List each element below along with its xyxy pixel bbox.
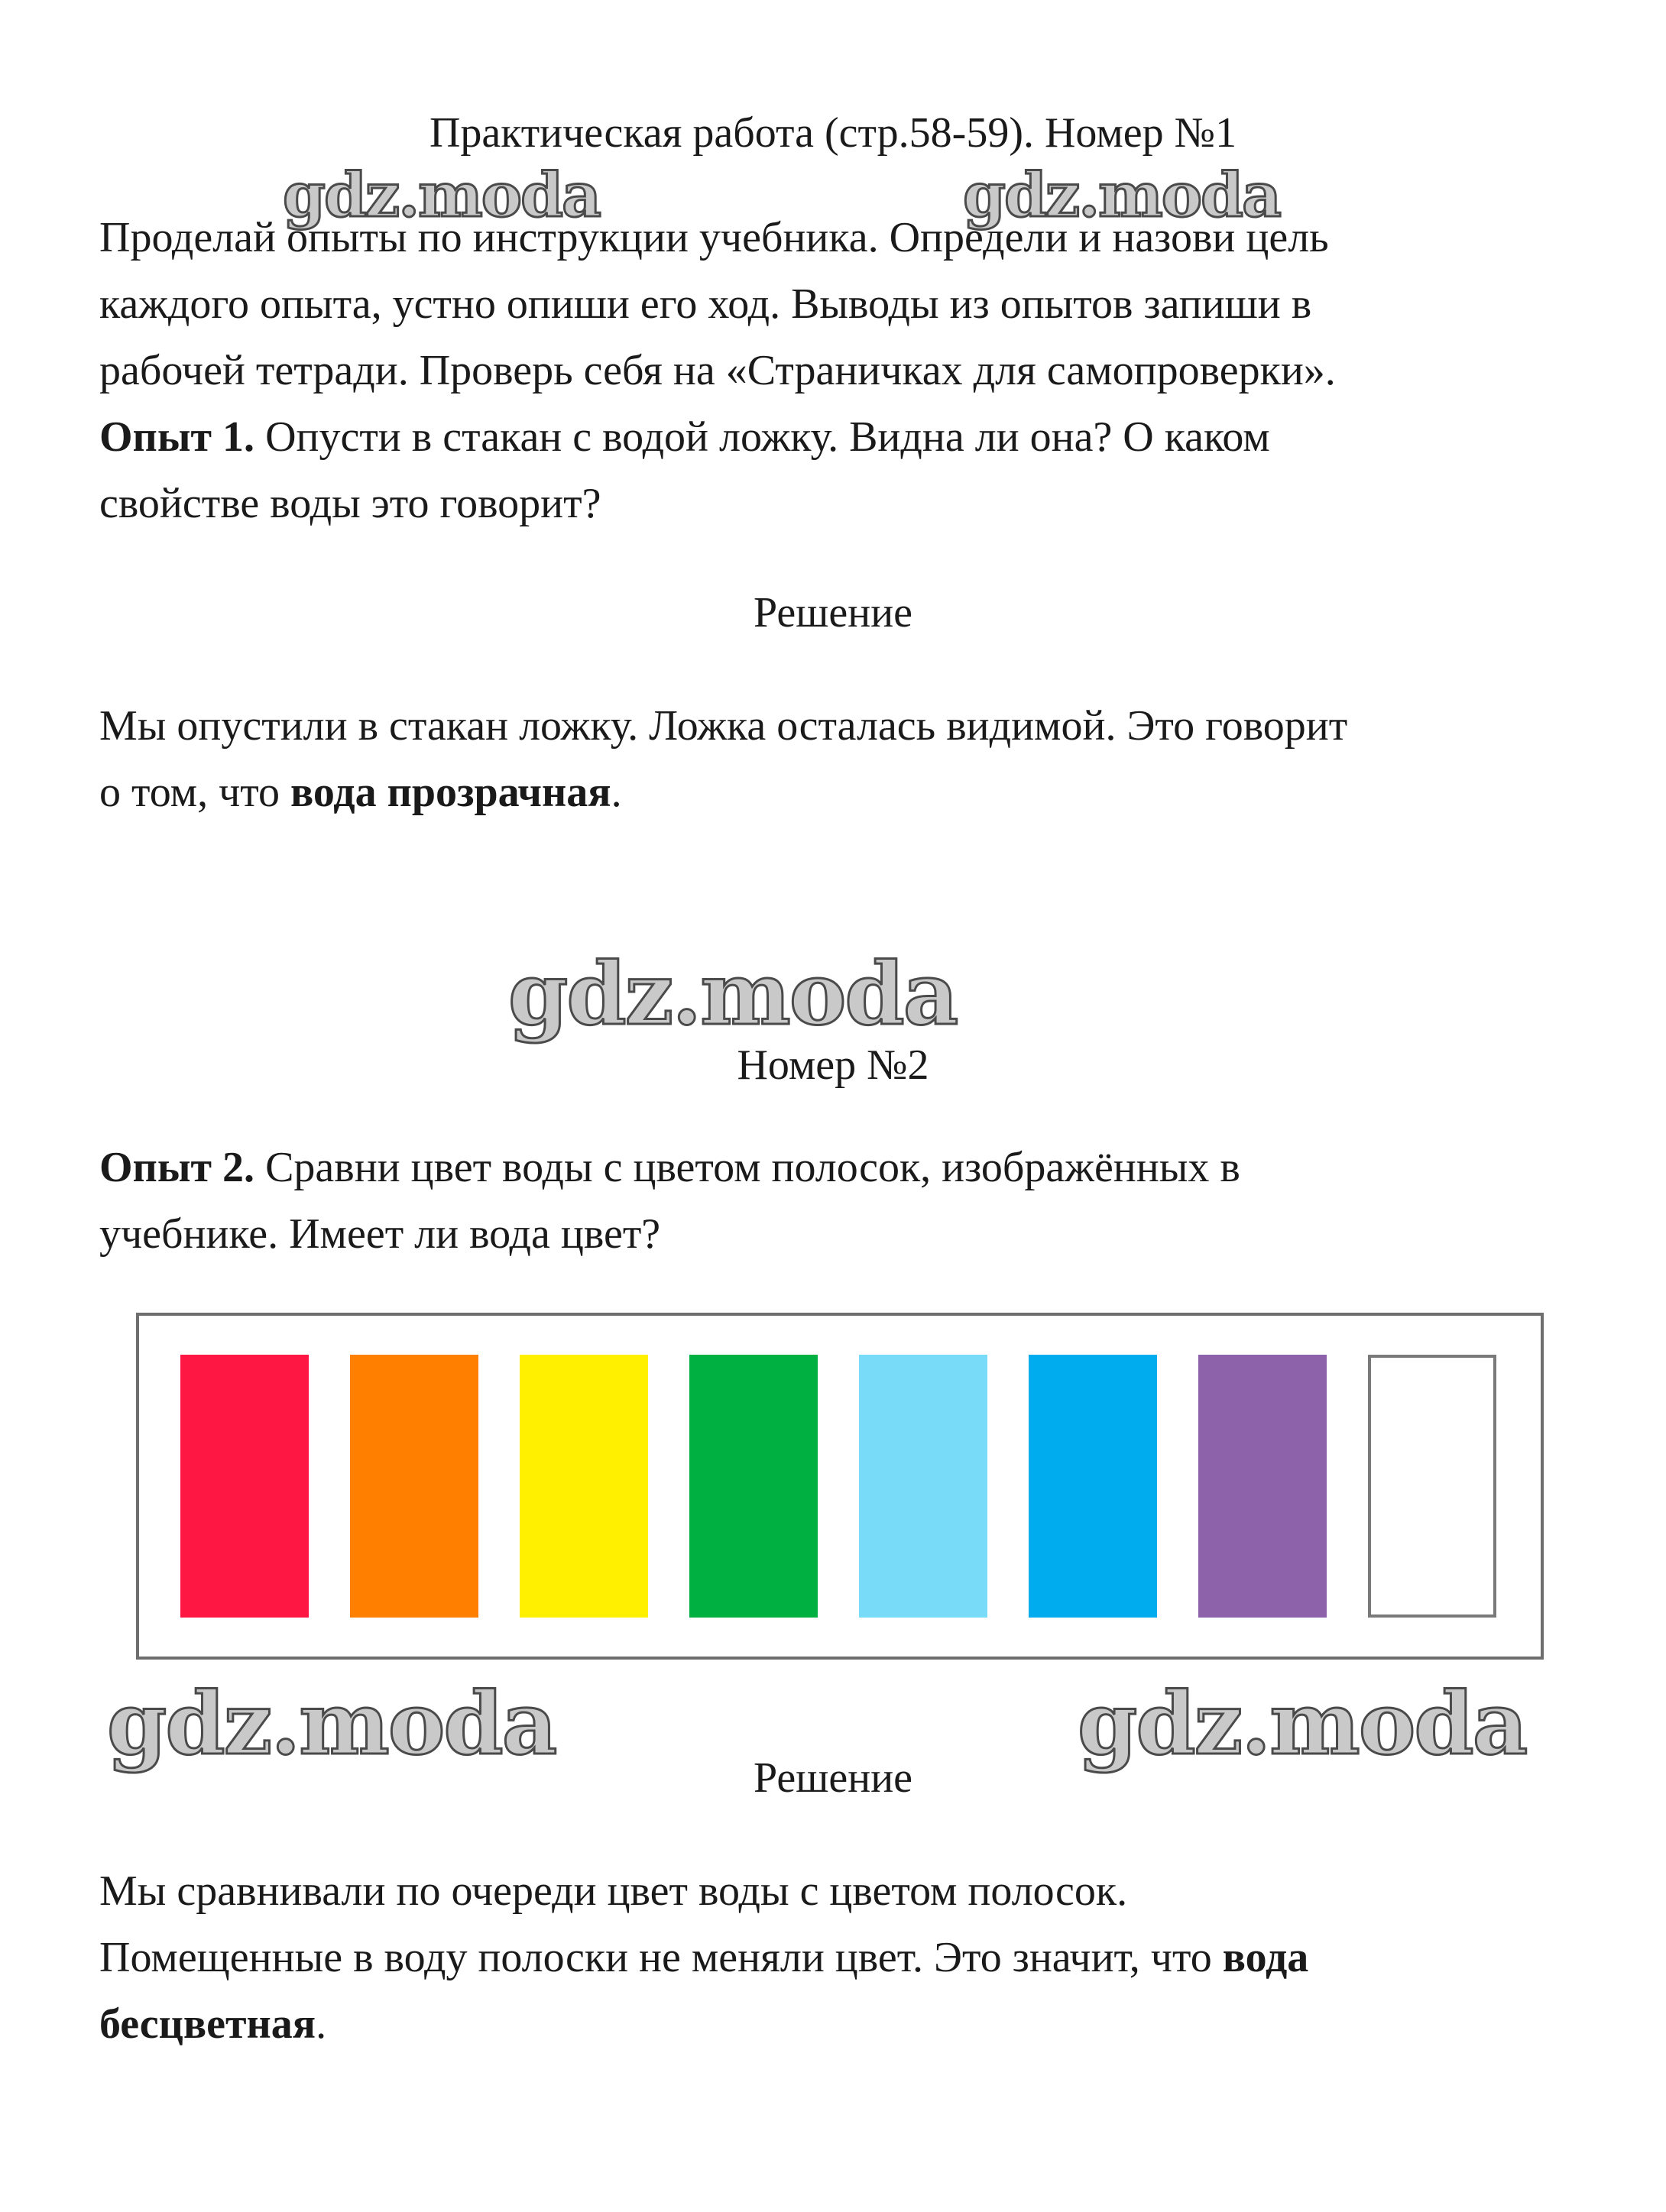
color-stripes-figure [136,1313,1544,1660]
solution-2-conclusion-part-1: вода [1222,1934,1309,1981]
solution-2-conclusion-part-2: бесцветная [99,2000,316,2048]
intro-line-1: Проделай опыты по инструкции учебника. Определи и назови цель [99,214,1329,261]
solution-2-line-2 [99,1933,1308,1982]
stripe-white [1368,1355,1496,1618]
watermark-logo: gdz.moda [1078,1674,1527,1774]
watermark-logo: gdz.moda [508,944,958,1044]
watermark-logo: gdz.moda [107,1674,556,1774]
experiment-1-line-1 [99,413,1270,462]
stripe-light-blue [859,1355,987,1618]
intro-line-3: рабочей тетради. Проверь себя на «Страничках для самопроверки». [99,347,1336,394]
solution-2-text: Помещенные в воду полоски не меняли цвет. Это значит, что [99,1934,1223,1981]
solution-2-suffix: . [316,2000,327,2048]
experiment-2-line-1 [99,1143,1240,1192]
stripe-orange [350,1355,478,1618]
solution-2-line-1: Мы сравнивали по очереди цвет воды с цветом полосок. [99,1867,1128,1915]
stripe-purple [1198,1355,1327,1618]
experiment-1-label: Опыт 1. [99,413,255,461]
number-2-title: Номер №2 [737,1041,929,1089]
page-title: Практическая работа (стр.58-59). Номер №1 [429,109,1237,157]
solution-2-line-3 [99,2000,326,2048]
experiment-2-text: Сравни цвет воды с цветом полосок, изображённых в [254,1144,1240,1191]
experiment-2-label: Опыт 2. [99,1144,255,1191]
watermark-logo: gdz.moda [283,159,600,231]
solution-1-line-2 [99,768,622,817]
experiment-1-line-2: свойстве воды это говорит? [99,480,601,527]
stripe-red [180,1355,309,1618]
solution-1-prefix: о том, что [99,769,291,816]
watermark-logo: gdz.moda [963,159,1280,231]
intro-line-2: каждого опыта, устно опиши его ход. Выводы из опытов запиши в [99,280,1312,328]
solution-1-conclusion: вода прозрачная [290,769,611,816]
solution-1-line-1: Мы опустили в стакан ложку. Ложка осталась видимой. Это говорит [99,702,1348,750]
solution-1-suffix: . [611,769,622,816]
stripe-green [689,1355,818,1618]
experiment-1-text: Опусти в стакан с водой ложку. Видна ли она? О каком [254,413,1270,461]
solution-2-heading: Решение [753,1754,913,1802]
experiment-2-line-2: учебнике. Имеет ли вода цвет? [99,1210,661,1258]
stripe-yellow [520,1355,648,1618]
solution-1-heading: Решение [753,589,913,636]
stripe-blue [1029,1355,1157,1618]
